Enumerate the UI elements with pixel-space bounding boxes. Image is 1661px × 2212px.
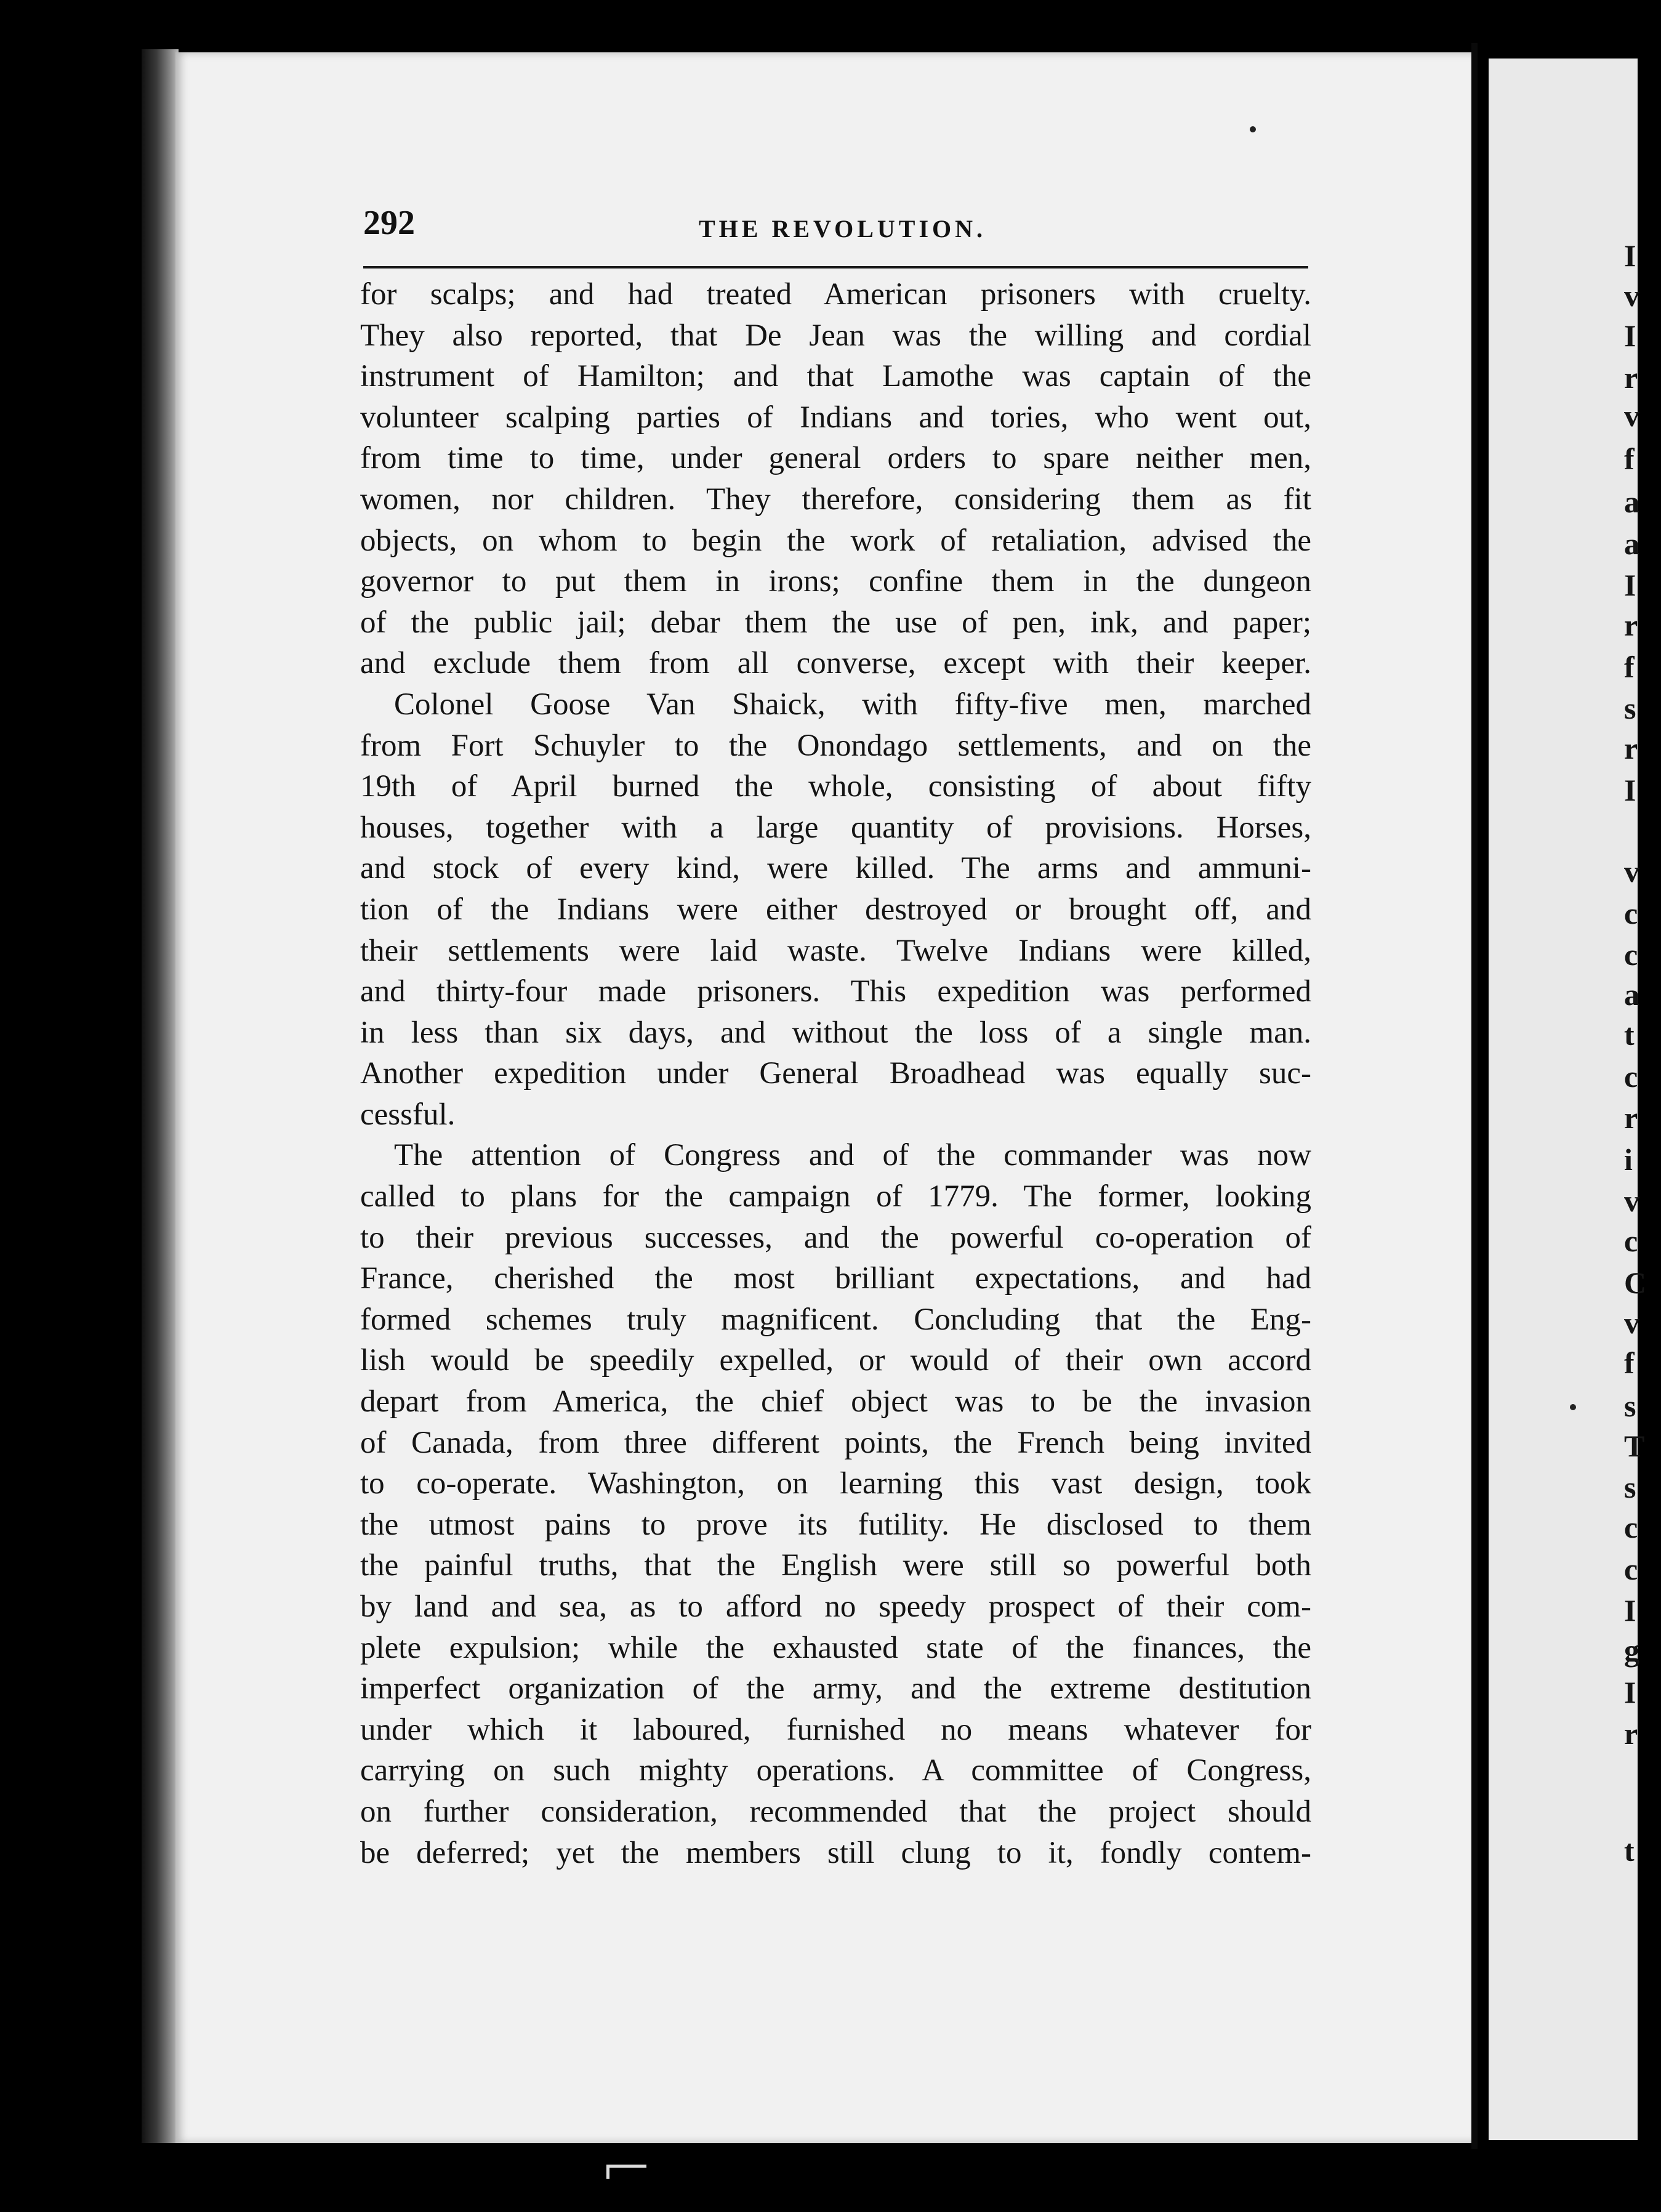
- facing-page-fragment: a: [1624, 527, 1639, 561]
- facing-page-fragment: v: [1624, 398, 1639, 433]
- facing-page-fragment: t: [1624, 1833, 1635, 1868]
- facing-page-fragment: c: [1624, 1510, 1638, 1544]
- facing-page-fragment: c: [1624, 937, 1638, 972]
- text-line: and thirty-four made prisoners. This expedition was performed: [360, 974, 1311, 1009]
- text-line: formed schemes truly magnificent. Concluding that the Eng-: [360, 1302, 1311, 1337]
- facing-page-fragment: I: [1624, 318, 1636, 353]
- text-line: and stock of every kind, were killed. The arms and ammuni-: [360, 851, 1311, 886]
- running-head: [360, 203, 1308, 259]
- facing-page-edge: [1489, 59, 1647, 2140]
- paragraph-start-line: The attention of Congress and of the commander was now: [394, 1138, 1311, 1173]
- facing-page-fragment: c: [1624, 1552, 1638, 1586]
- facing-page-fragment: r: [1624, 360, 1638, 395]
- paragraph-end-line: cessful.: [360, 1097, 456, 1132]
- facing-page-fragment: T: [1624, 1429, 1645, 1463]
- body-text: [360, 274, 1311, 1873]
- facing-page-fragment: I: [1624, 568, 1636, 602]
- text-line: women, nor children. They therefore, considering them as fit: [360, 482, 1311, 517]
- facing-page-fragment: v: [1624, 1306, 1639, 1340]
- facing-page-fragment: c: [1624, 1224, 1638, 1258]
- facing-page-fragment: g: [1624, 1633, 1639, 1668]
- text-line: of the public jail; debar them the use of pen, ink, and paper;: [360, 605, 1311, 640]
- text-line: and exclude them from all converse, except with their keeper.: [360, 646, 1311, 681]
- facing-page-fragment: v: [1624, 854, 1639, 889]
- facing-page-fragment: v: [1624, 1184, 1639, 1218]
- facing-page-fragment: f: [1624, 1346, 1635, 1380]
- facing-page-fragment: I: [1624, 773, 1636, 807]
- paragraph-start-line: Colonel Goose Van Shaick, with fifty-five men, marched: [394, 687, 1311, 722]
- text-line: called to plans for the campaign of 1779. The former, looking: [360, 1179, 1311, 1214]
- facing-page-fragment: i: [1624, 1142, 1633, 1177]
- text-line: imperfect organization of the army, and the extreme destitution: [360, 1671, 1311, 1706]
- text-line: on further consideration, recommended that the project should: [360, 1794, 1311, 1829]
- text-line: under which it laboured, furnished no means whatever for: [360, 1712, 1311, 1747]
- facing-page-fragment: I: [1624, 1675, 1636, 1709]
- header-rule: [363, 266, 1308, 268]
- text-line: to their previous successes, and the powerful co-operation of: [360, 1220, 1311, 1255]
- facing-page-fragment: t: [1624, 1017, 1635, 1052]
- facing-page-fragment: I: [1624, 1593, 1636, 1628]
- facing-page-fragment: r: [1624, 731, 1638, 765]
- text-line: They also reported, that De Jean was the willing and cordial: [360, 318, 1311, 353]
- facing-page-fragment: c: [1624, 1059, 1638, 1094]
- facing-page-fragment: a: [1624, 485, 1639, 519]
- text-line: in less than six days, and without the loss of a single man.: [360, 1015, 1311, 1050]
- facing-page-fragment: a: [1624, 977, 1639, 1012]
- text-line: depart from America, the chief object was to be the invasion: [360, 1384, 1311, 1419]
- text-line: the utmost pains to prove its futility. He disclosed to them: [360, 1507, 1311, 1542]
- text-line: their settlements were laid waste. Twelve Indians were killed,: [360, 933, 1311, 968]
- text-line: the painful truths, that the English were still so powerful both: [360, 1548, 1311, 1583]
- text-line: plete expulsion; while the exhausted state of the finances, the: [360, 1630, 1311, 1665]
- text-line: objects, on whom to begin the work of retaliation, advised the: [360, 523, 1311, 558]
- facing-page-fragment: C: [1624, 1265, 1647, 1300]
- text-line: from Fort Schuyler to the Onondago settlements, and on the: [360, 728, 1311, 763]
- facing-page-fragment: s: [1624, 1470, 1636, 1504]
- text-line: France, cherished the most brilliant expectations, and had: [360, 1261, 1311, 1296]
- page-number: 292: [363, 204, 415, 242]
- facing-page-fragment: v: [1624, 278, 1639, 313]
- text-line: 19th of April burned the whole, consisting of about fifty: [360, 769, 1311, 804]
- running-title: THE REVOLUTION.: [699, 215, 987, 243]
- facing-page-fragment: f: [1624, 442, 1635, 476]
- book-spine-edge: [142, 49, 179, 2143]
- text-line: tion of the Indians were either destroyed or brought off, and: [360, 892, 1311, 927]
- text-line: for scalps; and had treated American prisoners with cruelty.: [360, 277, 1311, 312]
- text-line: of Canada, from three different points, the French being invited: [360, 1425, 1311, 1460]
- scan-speck: [1570, 1404, 1576, 1410]
- facing-page-fragment: I: [1624, 238, 1636, 273]
- facing-page-fragment: s: [1624, 691, 1636, 725]
- facing-page-fragment: f: [1624, 650, 1635, 684]
- text-line: from time to time, under general orders to spare neither men,: [360, 441, 1311, 476]
- text-line: carrying on such mighty operations. A committee of Congress,: [360, 1753, 1311, 1788]
- facing-page-fragment: r: [1624, 1716, 1638, 1751]
- text-line: be deferred; yet the members still clung to it, fondly contem-: [360, 1835, 1311, 1870]
- text-line: instrument of Hamilton; and that Lamothe was captain of the: [360, 359, 1311, 394]
- scan-speck: [1250, 126, 1256, 132]
- text-line: lish would be speedily expelled, or would of their own accord: [360, 1343, 1311, 1378]
- facing-page-fragment: r: [1624, 608, 1638, 642]
- facing-page-fragment: c: [1624, 896, 1638, 930]
- facing-page-fragment: s: [1624, 1389, 1636, 1423]
- page-gutter: [1471, 43, 1478, 2149]
- text-line: Another expedition under General Broadhead was equally suc-: [360, 1056, 1311, 1091]
- text-line: by land and sea, as to afford no speedy prospect of their com-: [360, 1589, 1311, 1624]
- text-line: governor to put them in irons; confine them in the dungeon: [360, 564, 1311, 599]
- text-line: houses, together with a large quantity of provisions. Horses,: [360, 810, 1311, 845]
- scan-artifact: [606, 2165, 646, 2179]
- facing-page-fragment: r: [1624, 1100, 1638, 1135]
- text-line: volunteer scalping parties of Indians and tories, who went out,: [360, 400, 1311, 435]
- text-line: to co-operate. Washington, on learning this vast design, took: [360, 1466, 1311, 1501]
